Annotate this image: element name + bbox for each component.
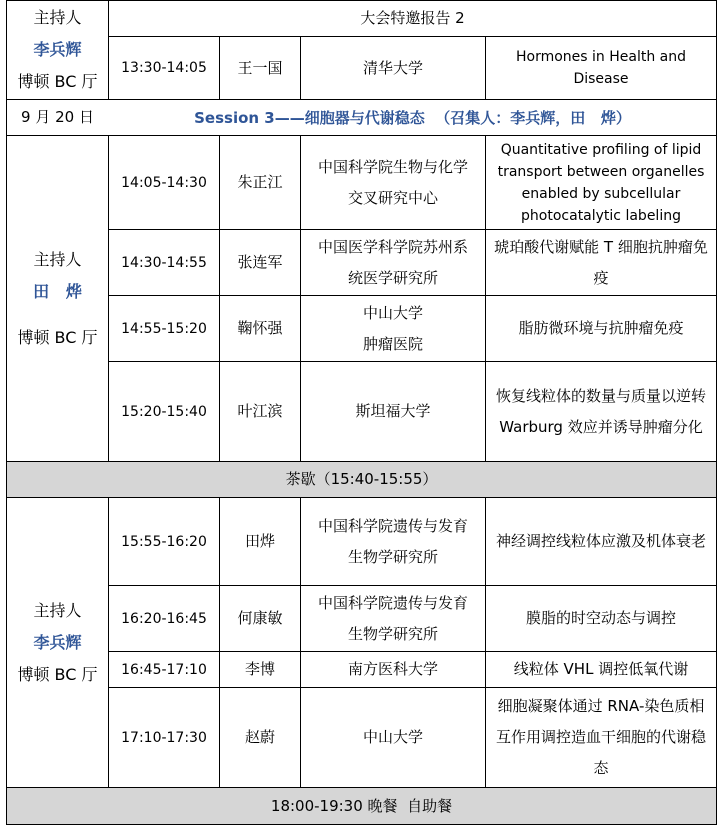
host-cell-2 xyxy=(7,136,108,461)
talk-title: 恢复线粒体的数量与质量以逆转 Warburg 效应并诱导肿瘤分化 xyxy=(495,386,706,436)
talk-title: 线粒体 VHL 调控低氧代谢 xyxy=(513,660,689,678)
date: 9 月 20 日 xyxy=(21,108,94,126)
host-label: 主持人 xyxy=(33,249,82,269)
talk-speaker: 张连军 xyxy=(237,253,283,271)
talk-title: Quantitative profiling of lipid transport between organelles enabled by subcellular photocatalytic labeling xyxy=(497,141,705,224)
talk-affiliation: 中国科学院遗传与发育生物学研究所 xyxy=(317,593,468,643)
session-title: Session 3——细胞器与代谢稳态 （召集人：李兵辉，田 烨） xyxy=(194,109,631,127)
talk-affiliation: 中山大学肿瘤医院 xyxy=(362,303,423,353)
talk-time: 14:30-14:55 xyxy=(121,254,207,271)
talk-affiliation: 南方医科大学 xyxy=(347,660,438,678)
talk-speaker: 何康敏 xyxy=(237,609,283,627)
host-cell-3 xyxy=(7,498,108,787)
talk-speaker: 叶江滨 xyxy=(237,402,283,420)
host-label: 主持人 xyxy=(33,8,82,27)
talk-time: 17:10-17:30 xyxy=(121,729,207,746)
host-name: 李兵辉 xyxy=(33,632,82,652)
tea-break: 茶歇（15:40-15:55） xyxy=(285,470,438,488)
talk-affiliation: 清华大学 xyxy=(362,58,423,77)
talk-time: 16:45-17:10 xyxy=(121,661,207,678)
report-title: 大会特邀报告 2 xyxy=(360,9,465,27)
talk-title: 脂肪微环境与抗肿瘤免疫 xyxy=(518,319,684,337)
talk-title: 神经调控线粒体应激及机体衰老 xyxy=(495,532,706,550)
talk-speaker: 田烨 xyxy=(244,532,275,550)
talk-speaker: 赵蔚 xyxy=(244,728,275,746)
venue: 博顿 BC 厅 xyxy=(17,72,98,91)
talk-affiliation: 中国科学院生物与化学交叉研究中心 xyxy=(317,157,468,207)
talk-title: 细胞凝聚体通过 RNA-染色质相互作用调控造血干细胞的代谢稳态 xyxy=(495,697,706,777)
host-name: 田 烨 xyxy=(33,281,82,301)
host-cell-1 xyxy=(7,1,108,99)
talk-affiliation: 斯坦福大学 xyxy=(355,402,431,420)
talk-speaker: 王一国 xyxy=(237,58,283,77)
venue: 博顿 BC 厅 xyxy=(17,664,98,684)
talk-time: 15:20-15:40 xyxy=(121,403,207,420)
talk-time: 13:30-14:05 xyxy=(121,60,207,76)
talk-time: 16:20-16:45 xyxy=(121,610,207,627)
talk-time: 14:55-15:20 xyxy=(121,320,207,337)
venue: 博顿 BC 厅 xyxy=(17,327,98,347)
talk-affiliation: 中国医学科学院苏州系统医学研究所 xyxy=(317,237,468,287)
talk-speaker: 李博 xyxy=(244,660,275,678)
talk-title: 膜脂的时空动态与调控 xyxy=(525,609,676,627)
talk-title: 琥珀酸代谢赋能 T 细胞抗肿瘤免疫 xyxy=(494,237,708,287)
talk-title: Hormones in Health and Disease xyxy=(515,49,686,87)
talk-affiliation: 中山大学 xyxy=(362,728,423,746)
talk-speaker: 朱正江 xyxy=(237,173,283,191)
talk-time: 14:05-14:30 xyxy=(121,174,207,191)
host-label: 主持人 xyxy=(33,600,82,620)
talk-time: 15:55-16:20 xyxy=(121,533,207,550)
host-name: 李兵辉 xyxy=(33,40,82,59)
dinner: 18:00-19:30 晚餐 自助餐 xyxy=(270,796,453,815)
talk-speaker: 鞠怀强 xyxy=(237,319,283,337)
talk-affiliation: 中国科学院遗传与发育生物学研究所 xyxy=(317,516,468,566)
